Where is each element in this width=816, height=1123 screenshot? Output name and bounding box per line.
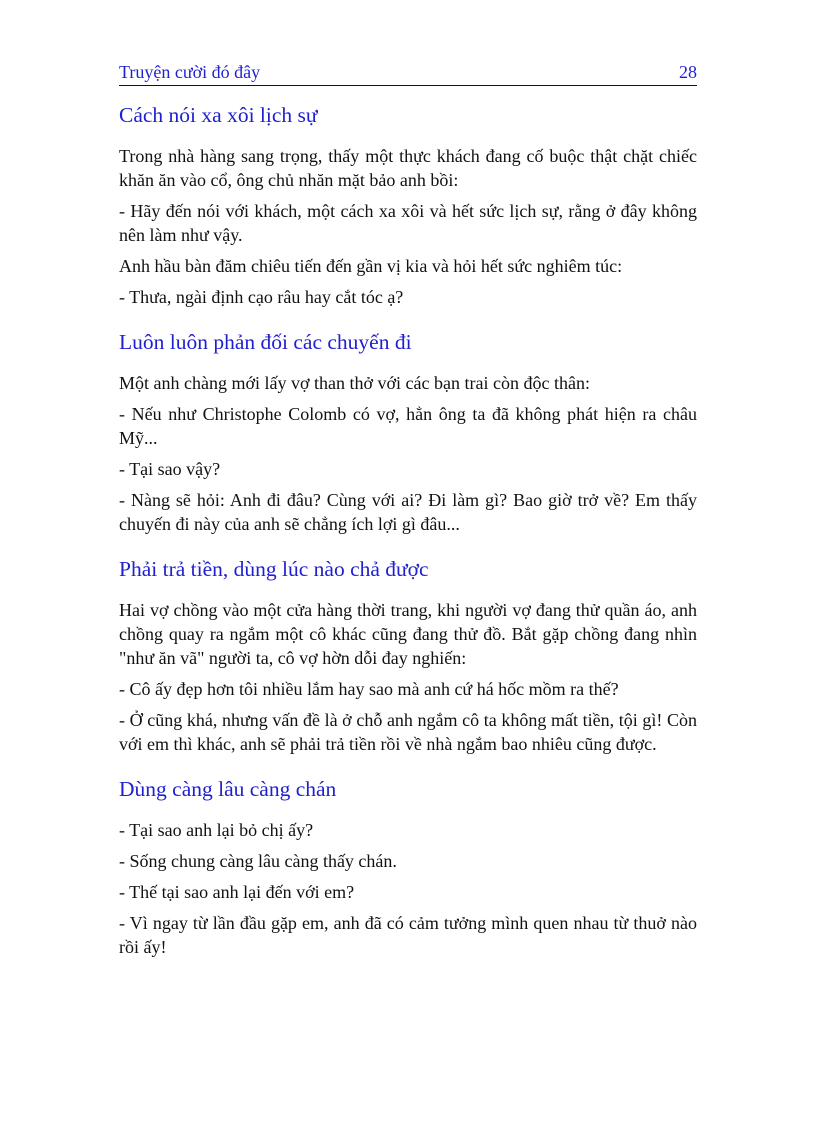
story: [119, 554, 697, 756]
story: [119, 100, 697, 309]
story-title: Luôn luôn phản đối các chuyến đi: [119, 330, 412, 354]
paragraph: - Nàng sẽ hỏi: Anh đi đâu? Cùng với ai? Đi làm gì? Bao giờ trở về? Em thấy chuyến đi này của anh sẽ chẳng ích lợi gì đâu...: [119, 490, 697, 534]
paragraph: - Tại sao anh lại bỏ chị ấy?: [119, 820, 314, 840]
story-title: Cách nói xa xôi lịch sự: [119, 103, 318, 127]
paragraph: Anh hầu bàn đăm chiêu tiến đến gần vị kia và hỏi hết sức nghiêm túc:: [119, 256, 623, 276]
paragraph: Hai vợ chồng vào một cửa hàng thời trang, khi người vợ đang thử quần áo, anh chồng quay ra ngắm một cô khác cũng đang thử đồ. Bắt gặp chồng đang nhìn "như ăn vã" người ta, cô vợ hờn dỗi đay nghiến:: [119, 600, 697, 668]
paragraph: - Tại sao vậy?: [119, 459, 221, 479]
running-header: [119, 58, 697, 86]
story: [119, 774, 697, 959]
paragraph: - Ở cũng khá, nhưng vấn đề là ở chỗ anh ngắm cô ta không mất tiền, tội gì! Còn với em thì khác, anh sẽ phải trả tiền rồi về nhà ngắm bao nhiêu cũng được.: [119, 710, 697, 754]
story-title: Dùng càng lâu càng chán: [119, 777, 337, 801]
story: [119, 327, 697, 536]
paragraph: - Nếu như Christophe Colomb có vợ, hẳn ông ta đã không phát hiện ra châu Mỹ...: [119, 404, 697, 448]
paragraph: Trong nhà hàng sang trọng, thấy một thực khách đang cố buộc thật chặt chiếc khăn ăn vào cổ, ông chủ nhăn mặt bảo anh bồi:: [119, 146, 697, 190]
page-content: [119, 100, 697, 977]
paragraph: - Thưa, ngài định cạo râu hay cắt tóc ạ?: [119, 287, 404, 307]
paragraph: - Thế tại sao anh lại đến với em?: [119, 882, 355, 902]
paragraph: - Vì ngay từ lần đầu gặp em, anh đã có cảm tưởng mình quen nhau từ thuở nào rồi ấy!: [119, 913, 697, 957]
paragraph: - Cô ấy đẹp hơn tôi nhiều lắm hay sao mà anh cứ há hốc mồm ra thế?: [119, 679, 619, 699]
paragraph: Một anh chàng mới lấy vợ than thở với các bạn trai còn độc thân:: [119, 373, 590, 393]
book-title: Truyện cười đó đây: [119, 62, 261, 82]
paragraph: - Sống chung càng lâu càng thấy chán.: [119, 851, 397, 871]
paragraph: - Hãy đến nói với khách, một cách xa xôi và hết sức lịch sự, rằng ở đây không nên làm như vậy.: [119, 201, 697, 245]
story-title: Phải trả tiền, dùng lúc nào chả được: [119, 557, 429, 581]
page-number: 28: [679, 62, 697, 82]
